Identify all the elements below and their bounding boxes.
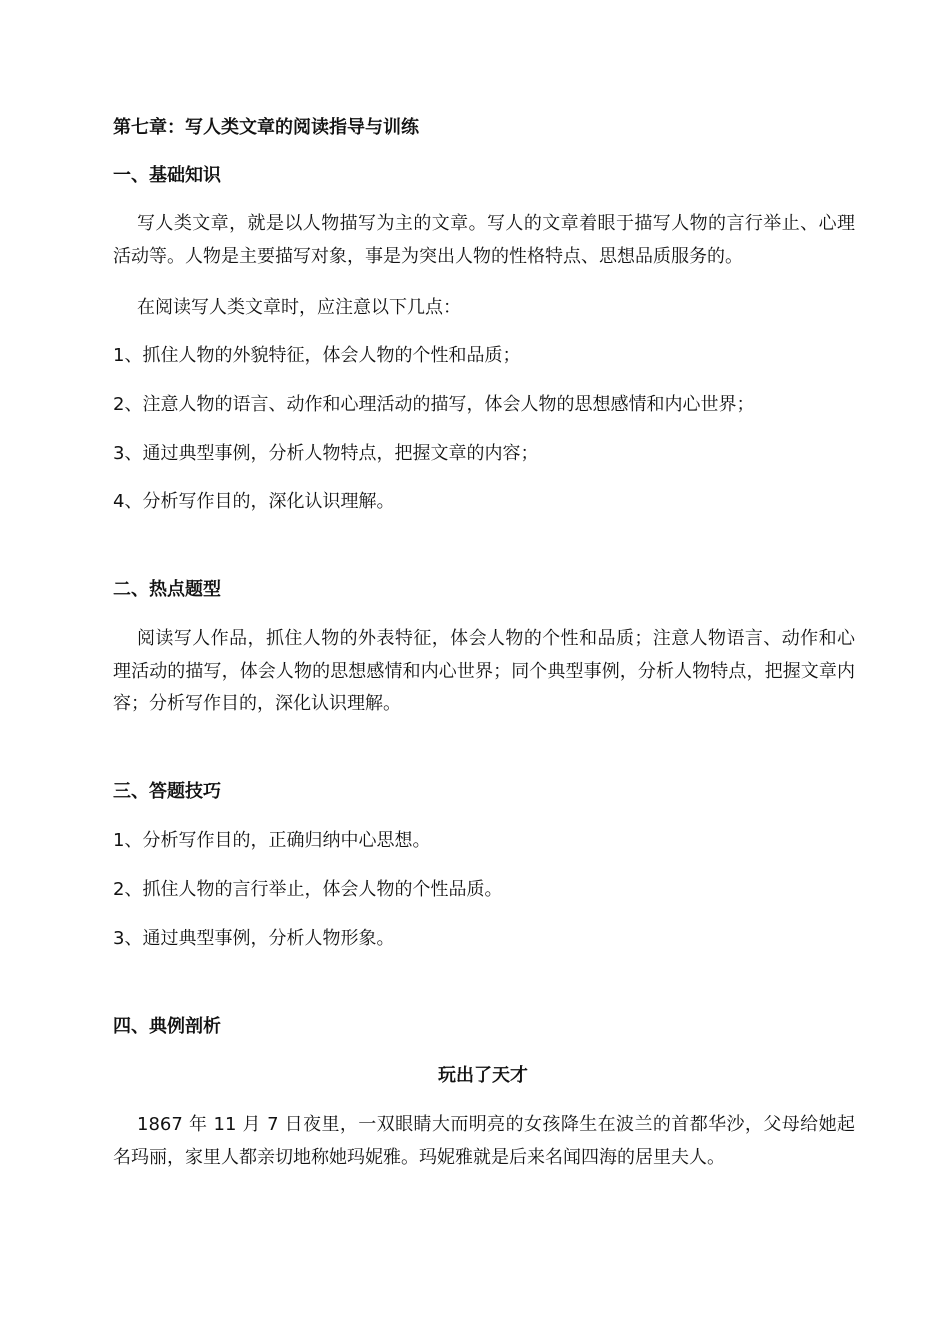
section1-point-3: 3、通过典型事例，分析人物特点，把握文章的内容； — [113, 443, 539, 464]
section4-heading: 四、典例剖析 — [113, 1016, 221, 1037]
section1-point-1: 1、抓住人物的外貌特征，体会人物的个性和品质； — [113, 345, 521, 366]
section1-point-2: 2、注意人物的语言、动作和心理活动的描写，体会人物的思想感情和内心世界； — [113, 394, 755, 415]
section1-intro: 在阅读写人类文章时，应注意以下几点： — [137, 297, 461, 318]
article-paragraph: 1867 年 11 月 7 日夜里，一双眼睛大而明亮的女孩降生在波兰的首都华沙，父母给她起名玛丽，家里人都亲切地称她玛妮雅。玛妮雅就是后来名闻四海的居里夫人。 — [113, 1114, 855, 1168]
section2-heading: 二、热点题型 — [113, 579, 221, 600]
section3-heading: 三、答题技巧 — [113, 781, 221, 802]
article-title: 玩出了天才 — [438, 1065, 528, 1086]
section1-paragraph: 写人类文章，就是以人物描写为主的文章。写人的文章着眼于描写人物的言行举止、心理活动等。人物是主要描写对象，事是为突出人物的性格特点、思想品质服务的。 — [113, 213, 855, 267]
section2-paragraph: 阅读写人作品，抓住人物的外表特征，体会人物的个性和品质；注意人物语言、动作和心理活动的描写，体会人物的思想感情和内心世界；同个典型事例，分析人物特点，把握文章内容；分析写作目的，深化认识理解。 — [113, 628, 855, 714]
section1-heading: 一、基础知识 — [113, 165, 221, 186]
section1-point-4: 4、分析写作目的，深化认识理解。 — [113, 491, 395, 512]
section3-point-1: 1、分析写作目的，正确归纳中心思想。 — [113, 830, 431, 851]
section3-point-2: 2、抓住人物的言行举止，体会人物的个性品质。 — [113, 879, 503, 900]
section3-point-3: 3、通过典型事例，分析人物形象。 — [113, 928, 395, 949]
chapter-title: 第七章：写人类文章的阅读指导与训练 — [113, 117, 419, 138]
